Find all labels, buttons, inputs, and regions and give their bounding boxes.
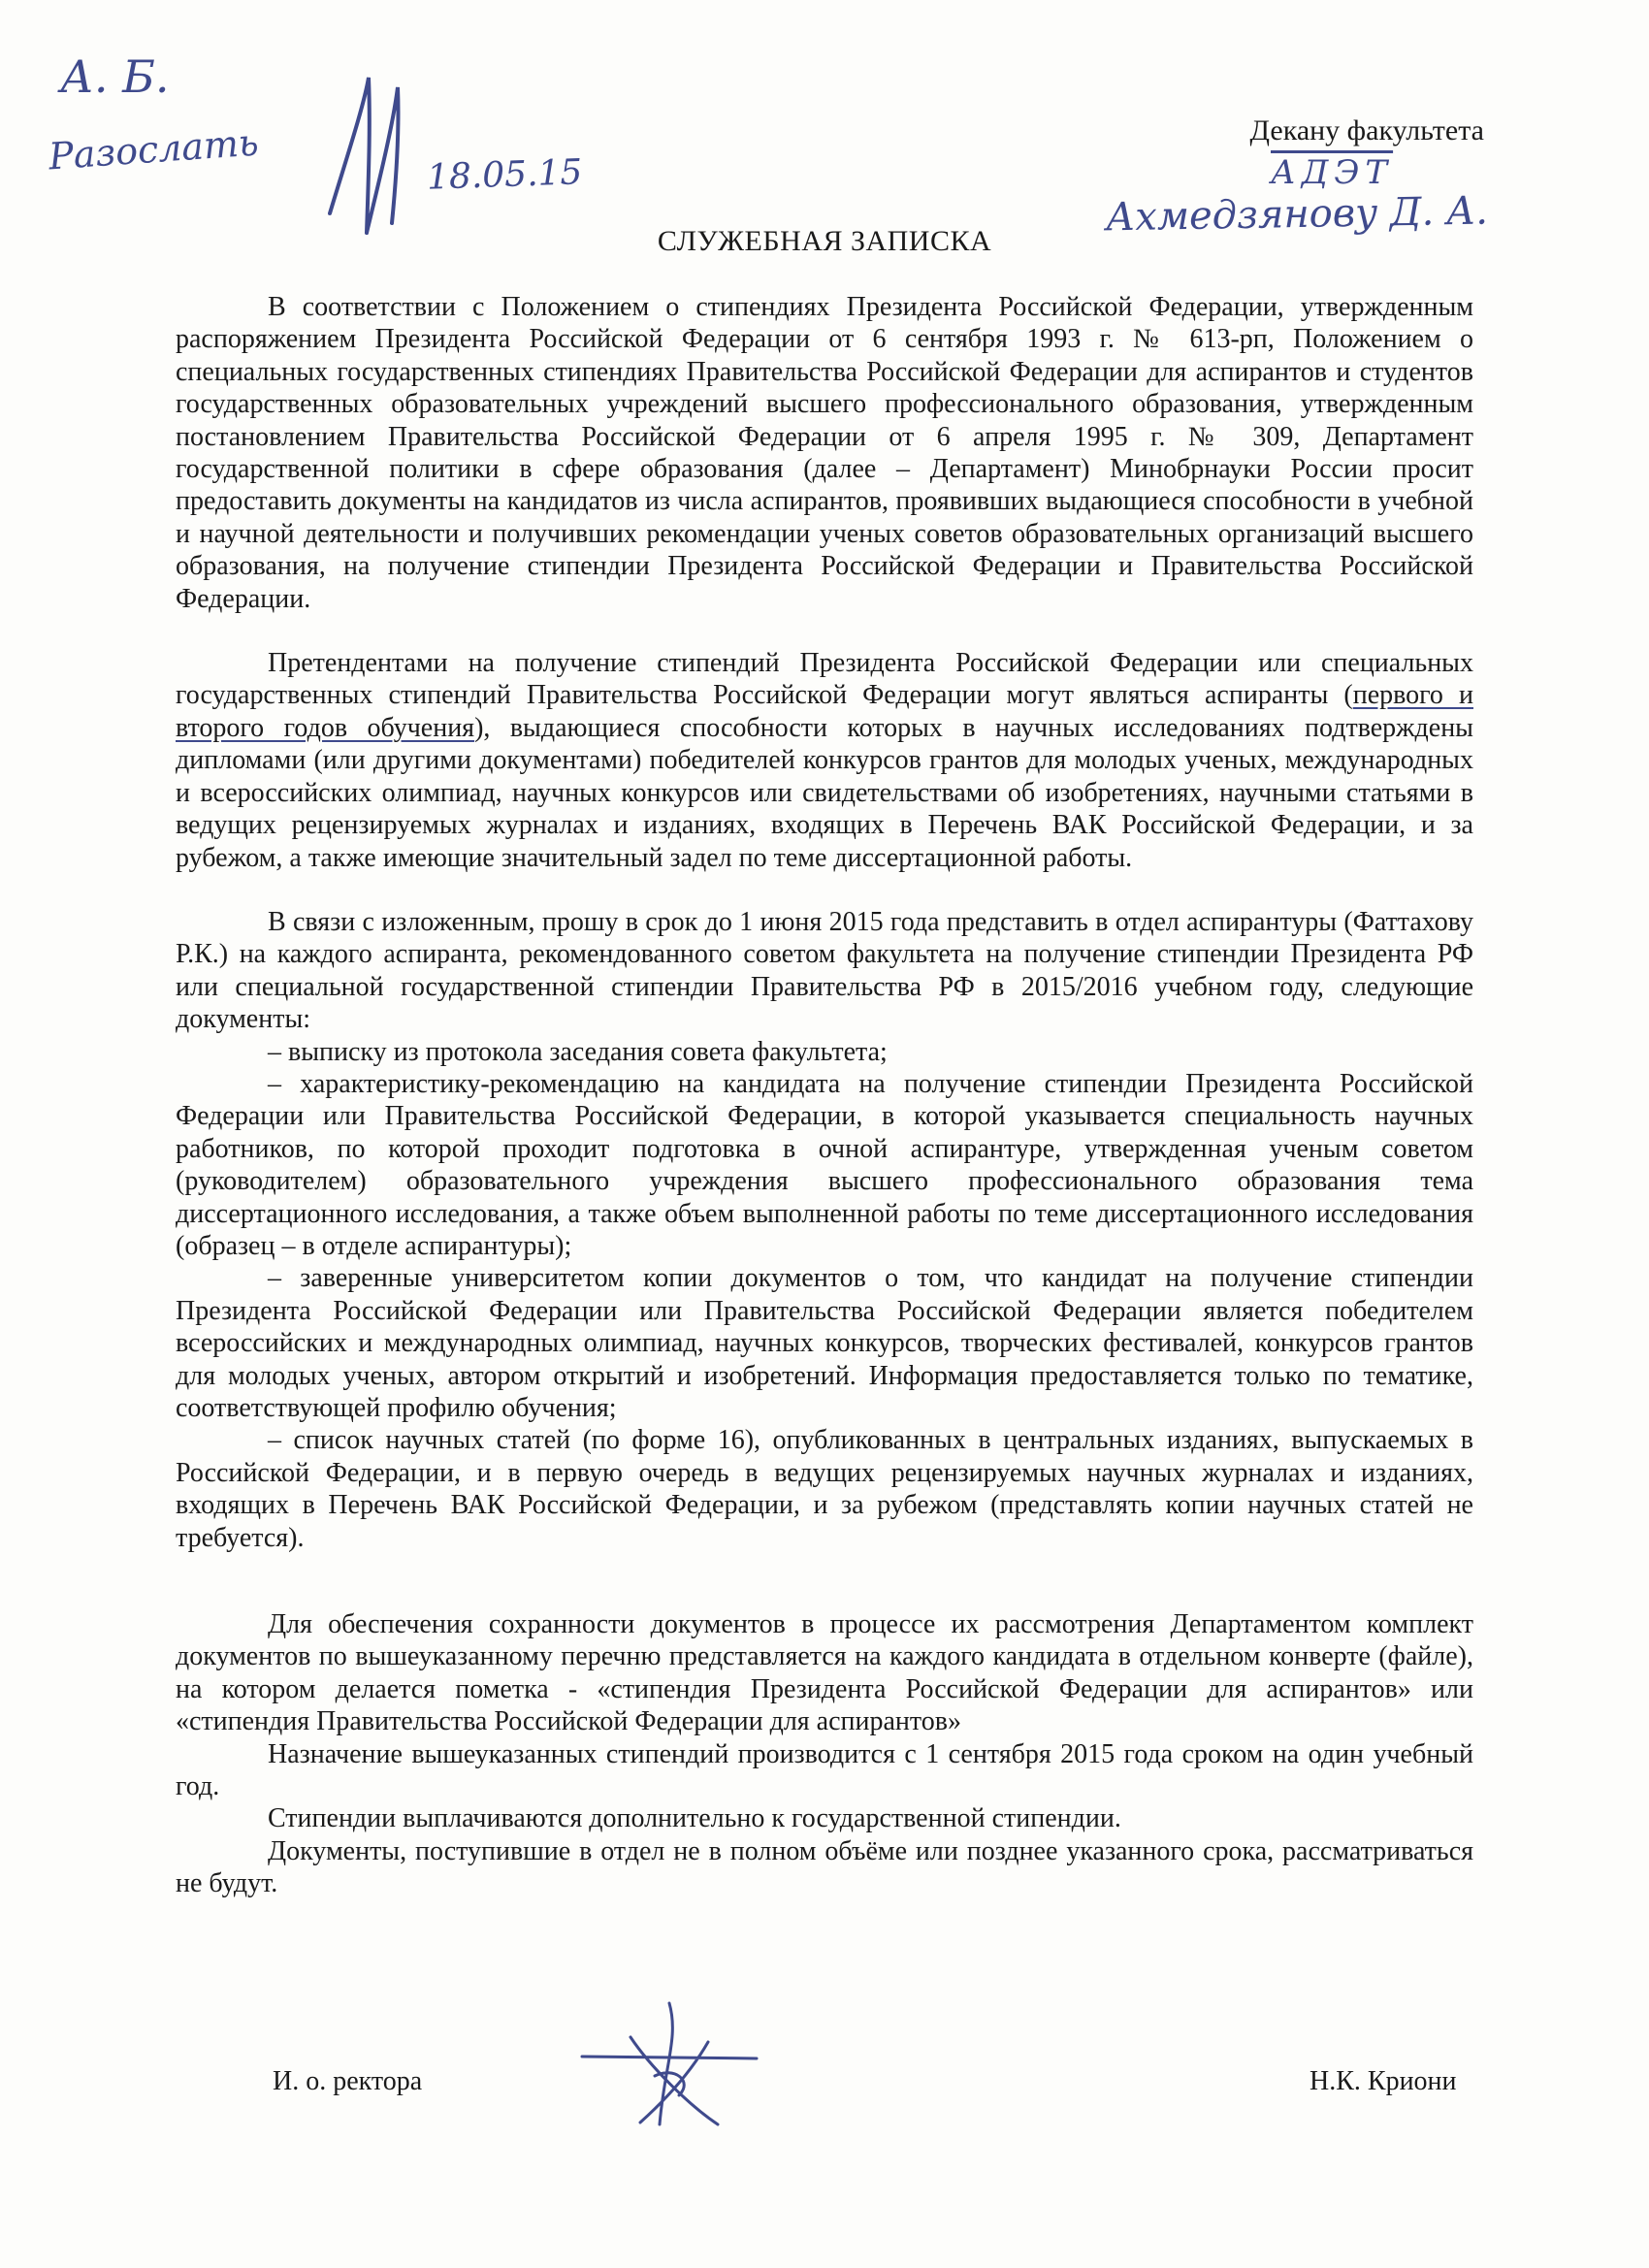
closing-paragraph: Назначение вышеуказанных стипендий производится с 1 сентября 2015 года сроком на один учебный год. bbox=[176, 1738, 1473, 1802]
underlined-years: первого и второго годов обучения bbox=[176, 680, 1474, 743]
handwritten-instruction: Разослать bbox=[47, 120, 260, 178]
addressee-label: Декану факультета bbox=[1249, 114, 1484, 146]
memo-body bbox=[176, 291, 1473, 1900]
handwritten-department: АДЭТ bbox=[1271, 153, 1394, 192]
closing-paragraph: Для обеспечения сохранности документов в процессе их рассмотрения Департаментом комплект документов по вышеуказанному перечню представляется на каждого кандидата в отдельном конверте (файле), на котором делается пометка - «стипендия Президента Российской Федерации для аспирантов» или «стипендия Правительства Российской Федерации для аспирантов» bbox=[176, 1609, 1473, 1737]
handwritten-addressee-name: Ахмедзянову Д. А. bbox=[1105, 188, 1489, 241]
closing-paragraph: Документы, поступившие в отдел не в полном объёме или позднее указанного срока, рассматриваться не будут. bbox=[176, 1835, 1473, 1899]
list-item: – характеристику-рекомендацию на кандидата на получение стипендии Президента Российской Федерации или Правительства Российской Федерации, в которой указывается специальность научных работников, по которой проходит подготовка в очной аспирантуре, утвержденная ученым советом (руководителем) образовательного учреждения высшего профессионального образования тема диссертационного исследования, а также объем выполненной работы по теме диссертационного исследования (образец – в отделе аспирантуры); bbox=[176, 1068, 1473, 1261]
addressee-block bbox=[1250, 114, 1484, 147]
handwritten-initials: А. Б. bbox=[60, 50, 170, 103]
signatory-title: И. о. ректора bbox=[273, 2066, 423, 2096]
paragraph-2-rest: ), выдающиеся способности которых в научных исследованиях подтверждены дипломами (или другими документами) победителей конкурсов грантов для молодых ученых, международных и всероссийских олимпиад, научных конкурсов или свидетельствами об изобретениях, научными статьями в ведущих рецензируемых журналах и изданиях, входящих в Перечень ВАК Российской Федерации, и за рубежом, а также имеющие значительный задел по теме диссертационной работы. bbox=[176, 712, 1473, 873]
signatory-name: Н.К. Криони bbox=[1310, 2066, 1457, 2096]
list-item: – выписку из протокола заседания совета факультета; bbox=[268, 1036, 888, 1067]
closing-paragraph: Стипендии выплачиваются дополнительно к государственной стипендии. bbox=[268, 1803, 1121, 1834]
resolution-signature bbox=[310, 68, 446, 243]
rector-signature bbox=[572, 1998, 766, 2134]
list-item: – список научных статей (по форме 16), опубликованных в центральных изданиях, выпускаемых в Российской Федерации, и в первую очередь в ведущих рецензируемых научных журналах и изданиях, входящих в Перечень ВАК Российской Федерации, и за рубежом (представлять копии научных статей не требуется). bbox=[176, 1425, 1473, 1553]
paragraph-3: В связи с изложенным, прошу в срок до 1 июня 2015 года представить в отдел аспирантуры (Фаттахову Р.К.) на каждого аспиранта, рекомендованного советом факультета на получение стипендии Президента РФ или специальной государственной стипендии Правительства РФ в 2015/2016 учебном году, следующие документы: bbox=[176, 906, 1473, 1035]
paragraph-1: В соответствии с Положением о стипендиях Президента Российской Федерации, утвержденным распоряжением Президента Российской Федерации от 6 сентября 1993 г. № 613-рп, Положением о специальных государственных стипендиях Правительства Российской Федерации для аспирантов и студентов государственных образовательных учреждений высшего профессионального образования, утвержденным постановлением Правительства Российской Федерации от 6 апреля 1995 г. № 309, Департамент государственной политики в сфере образования (далее – Департамент) Минобрнауки России просит предоставить документы на кандидатов из числа аспирантов, проявивших выдающиеся способности в учебной и научной деятельности и получивших рекомендации ученых советов образовательных организаций высшего образования, на получение стипендии Президента Российской Федерации и Правительства Российской Федерации. bbox=[176, 292, 1473, 614]
paragraph-2 bbox=[176, 647, 1473, 874]
list-item: – заверенные университетом копии документов о том, что кандидат на получение стипендии Президента Российской Федерации или Правительства Российской Федерации является победителем всероссийских и международных олимпиад, научных конкурсов, творческих фестивалей, конкурсов грантов для молодых ученых, автором открытий и изобретений. Информация предоставляется только по тематике, соответствующей профилю обучения; bbox=[176, 1263, 1473, 1423]
paragraph-2-start: Претендентами на получение стипендий Президента Российской Федерации или специальных государственных стипендий Правительства Российской Федерации могут являться аспиранты ( bbox=[176, 648, 1473, 711]
resolution-date: 18.05.15 bbox=[426, 152, 583, 198]
memo-title: СЛУЖЕБНАЯ ЗАПИСКА bbox=[657, 225, 992, 257]
